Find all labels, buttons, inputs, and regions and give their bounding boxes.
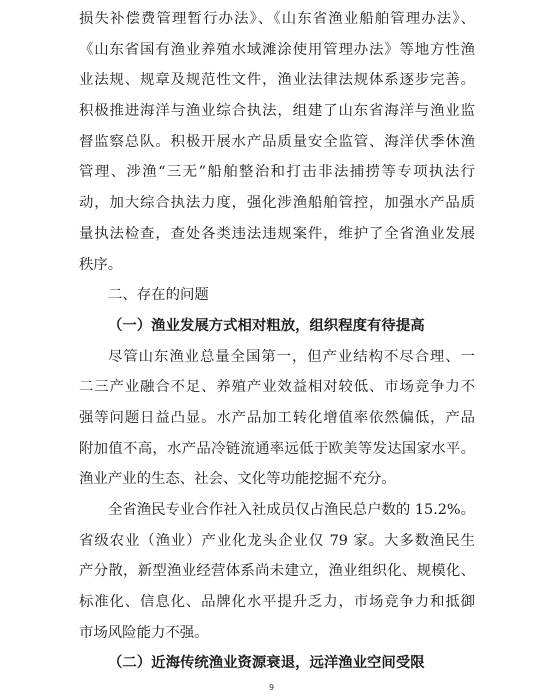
paragraph-first-line: 全省渔民专业合作社入社成员仅占渔民总户数的 15.2%。 — [108, 502, 475, 518]
text-line: 附加值不高，水产品冷链流通率远低于欧美等发达国家水平。 — [79, 440, 475, 457]
paragraph-last-line: 市场风险能力不强。 — [79, 624, 209, 641]
text-line: 督监察总队。积极开展水产品质量安全监管、海洋伏季休渔 — [79, 133, 475, 150]
text-line: 动，加大综合执法力度，强化涉渔船舶管控，加强水产品质 — [79, 195, 475, 212]
text-line: 标准化、信息化、品牌化水平提升乏力，市场竞争力和抵御 — [79, 594, 475, 611]
text-line: 积极推进海洋与渔业综合执法，组建了山东省海洋与渔业监 — [79, 103, 475, 120]
text-line: 量执法检查，查处各类违法违规案件，维护了全省渔业发展 — [79, 225, 475, 242]
document-body — [79, 4, 475, 679]
paragraph-last-line: 秩序。 — [79, 256, 123, 273]
text-line: 强等问题日益凸显。水产品加工转化增值率依然偏低，产品 — [79, 409, 475, 426]
text-line: 产分散，新型渔业经营体系尚未建立，渔业组织化、规模化、 — [79, 563, 475, 580]
text-line: 业法规、规章及规范性文件，渔业法律法规体系逐步完善。 — [79, 72, 475, 89]
section-heading: 二、存在的问题 — [108, 287, 209, 304]
paragraph-first-line: 尽管山东渔业总量全国第一，但产业结构不尽合理、一 — [108, 348, 475, 365]
text-line: 损失补偿费管理暂行办法》、《山东省渔业船舶管理办法》、 — [79, 11, 475, 27]
text-line: 二三产业融合不足、养殖产业效益相对较低、市场竞争力不 — [79, 379, 475, 396]
text-line: 《山东省国有渔业养殖水域滩涂使用管理办法》等地方性渔 — [79, 41, 475, 58]
text-line: 管理、涉渔“三无”船舶整治和打击非法捕捞等专项执法行 — [79, 164, 475, 181]
paragraph-last-line: 渔业产业的生态、社会、文化等功能挖掘不充分。 — [79, 471, 396, 488]
text-line: 省级农业（渔业）产业化龙头企业仅 79 家。大多数渔民生 — [79, 532, 475, 549]
subsection-heading: （一）渔业发展方式相对粗放，组织程度有待提高 — [108, 316, 425, 334]
subsection-heading: （二）近海传统渔业资源衰退，远洋渔业空间受限 — [108, 654, 425, 672]
page-number: 9 — [268, 683, 275, 692]
